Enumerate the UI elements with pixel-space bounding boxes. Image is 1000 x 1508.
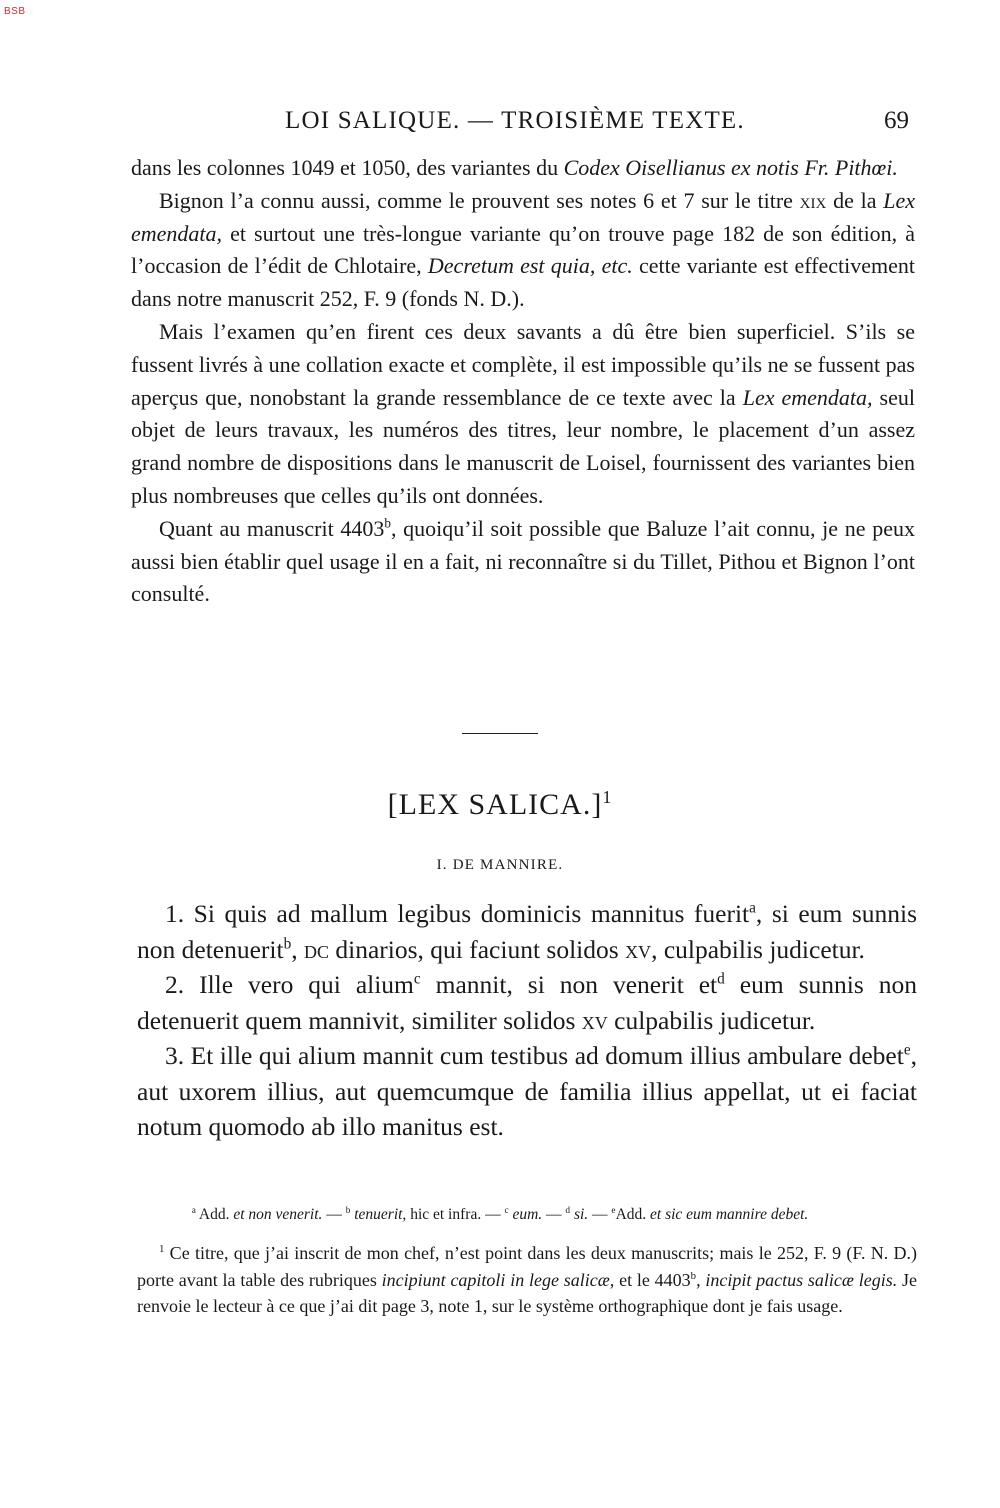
variant-mark: d xyxy=(565,1205,571,1216)
text-run: hic et infra. xyxy=(406,1206,482,1223)
variant-mark: c xyxy=(413,970,421,988)
variant-mark: e xyxy=(903,1041,911,1059)
text-run: 1. Si quis ad mallum legibus dominicis mannitus fuerit xyxy=(165,899,750,928)
text-run: , culpabilis judicetur. xyxy=(651,934,865,964)
separator: — xyxy=(322,1206,346,1223)
separator: — xyxy=(542,1206,566,1223)
law-article-1 xyxy=(137,896,917,967)
text-run: culpabilis judicetur. xyxy=(607,1005,816,1035)
intro-paragraph-2 xyxy=(131,185,915,316)
law-text xyxy=(137,896,917,1145)
variant-mark: d xyxy=(717,970,725,988)
variant-mark: e xyxy=(611,1205,616,1216)
superscript-mark: b xyxy=(384,515,391,531)
footnote-mark: 1 xyxy=(159,1243,165,1255)
italic-run: eum. xyxy=(508,1206,543,1223)
page-number: 69 xyxy=(884,107,909,134)
text-run: et le 4403 xyxy=(614,1269,691,1290)
roman-numeral: dc xyxy=(303,934,329,964)
italic-run: tenuerit, xyxy=(350,1206,407,1223)
italic-run: et non venerit. xyxy=(233,1206,323,1223)
intro-paragraph-3 xyxy=(131,316,915,513)
text-run: , xyxy=(696,1269,706,1290)
text-run: , aut uxorem illius, aut quemcumque de familia illius appellat, ut ei faciat notum quomodo ab illo manitus est. xyxy=(137,1041,917,1141)
text-run: Je renvoie le lecteur à ce que j’ai dit page 3, note 1, sur le système orthographique dont je fais usage. xyxy=(137,1269,918,1316)
text-run: et surtout une très-longue variante qu’on trouve page 182 de son édition, à l’occasion de l’édit de Chlotaire, xyxy=(131,220,915,279)
library-stamp: BSB xyxy=(4,6,26,17)
italic-run: Lex emendata, xyxy=(742,384,873,410)
text-run: , si eum sunnis non detenuerit xyxy=(137,899,917,964)
variant-mark: c xyxy=(504,1205,509,1216)
italic-run: Decretum est quia, etc. xyxy=(427,253,633,279)
variant-mark: b xyxy=(345,1205,351,1216)
italic-run: incipit pactus salicæ legis. xyxy=(705,1269,898,1290)
roman-numeral: xix xyxy=(799,187,827,213)
variant-mark: a xyxy=(191,1205,196,1216)
text-run: Ce titre, que j’ai inscrit de mon chef, n’est point dans les deux manuscrits; mais le 252, F. 9 (F. N. D.) porte avant la table des rubriques xyxy=(137,1243,917,1290)
intro-paragraph-1 xyxy=(131,152,915,185)
variant-mark: b xyxy=(283,935,292,952)
text-run: dans les colonnes 1049 et 1050, des variantes du xyxy=(131,155,564,180)
italic-run: et sic eum mannire debet. xyxy=(650,1206,809,1223)
text-run: eum sunnis non detenuerit quem mannivit, similiter solidos xyxy=(137,970,917,1035)
text-run: , quoiqu’il soit possible que Baluze l’ait connu, je ne peux aussi bien établir quel usage il en a fait, ni reconnaître si du Tillet, Pithou et Bignon l’ont consulté. xyxy=(131,515,915,607)
footnote-mark: 1 xyxy=(602,787,613,807)
text-run: mannit, si non venerit et xyxy=(420,970,718,999)
text-run: Add. xyxy=(615,1206,651,1223)
italic-run: Lex emendata, xyxy=(131,187,915,246)
intro-text xyxy=(131,152,915,611)
section-title xyxy=(0,788,1000,822)
text-run: Add. xyxy=(195,1206,234,1223)
section-title-text: [LEX SALICA.] xyxy=(387,788,603,821)
variant-notes xyxy=(0,1206,1000,1224)
intro-paragraph-4 xyxy=(131,513,915,611)
text-run: cette variante est effectivement dans notre manuscrit 252, F. 9 (fonds N. D.). xyxy=(131,253,915,312)
italic-run: si. xyxy=(570,1206,589,1223)
roman-numeral: xv xyxy=(581,1005,608,1035)
separator: — xyxy=(588,1206,612,1223)
text-run: 2. Ille vero qui alium xyxy=(165,970,414,999)
section-divider xyxy=(462,733,538,734)
text-run: dinarios, qui faciunt solidos xyxy=(329,934,626,964)
superscript-mark: b xyxy=(690,1269,697,1282)
running-head: LOI SALIQUE. — TROISIÈME TEXTE. xyxy=(285,107,745,134)
law-article-3 xyxy=(137,1038,917,1145)
separator: — xyxy=(481,1206,505,1223)
text-run: Bignon l’a connu aussi, comme le prouvent ses notes 6 et 7 sur le titre xyxy=(159,187,800,213)
italic-run: Codex Oisellianus ex notis Fr. Pithœi. xyxy=(563,155,898,180)
roman-numeral: xv xyxy=(625,934,652,964)
text-run: , xyxy=(291,934,304,964)
chapter-heading: I. DE MANNIRE. xyxy=(436,857,564,873)
law-article-2 xyxy=(137,967,917,1038)
text-run: 3. Et ille qui alium mannit cum testibus ad domum illius ambulare debet xyxy=(165,1041,904,1070)
text-run: seul objet de leurs travaux, les numéros des titres, leur nombre, le placement d’un assez grand nombre de dispositions dans le manuscrit de Loisel, fournissent des variantes bien plus nombreuses que celles qu’ils ont données. xyxy=(131,384,915,508)
text-run: Quant au manuscrit 4403 xyxy=(159,515,385,541)
footnote xyxy=(137,1240,917,1320)
text-run: Mais l’examen qu’en firent ces deux savants a dû être bien superficiel. S’ils se fussent livrés à une collation exacte et complète, il est impossible qu’ils ne se fussent pas aperçus que, nonobstant la grande ressemblance de ce texte avec la xyxy=(131,318,915,410)
variant-mark: a xyxy=(749,899,756,917)
italic-run: incipiunt capitoli in lege salicæ, xyxy=(381,1269,615,1290)
text-run: de la xyxy=(826,187,884,213)
